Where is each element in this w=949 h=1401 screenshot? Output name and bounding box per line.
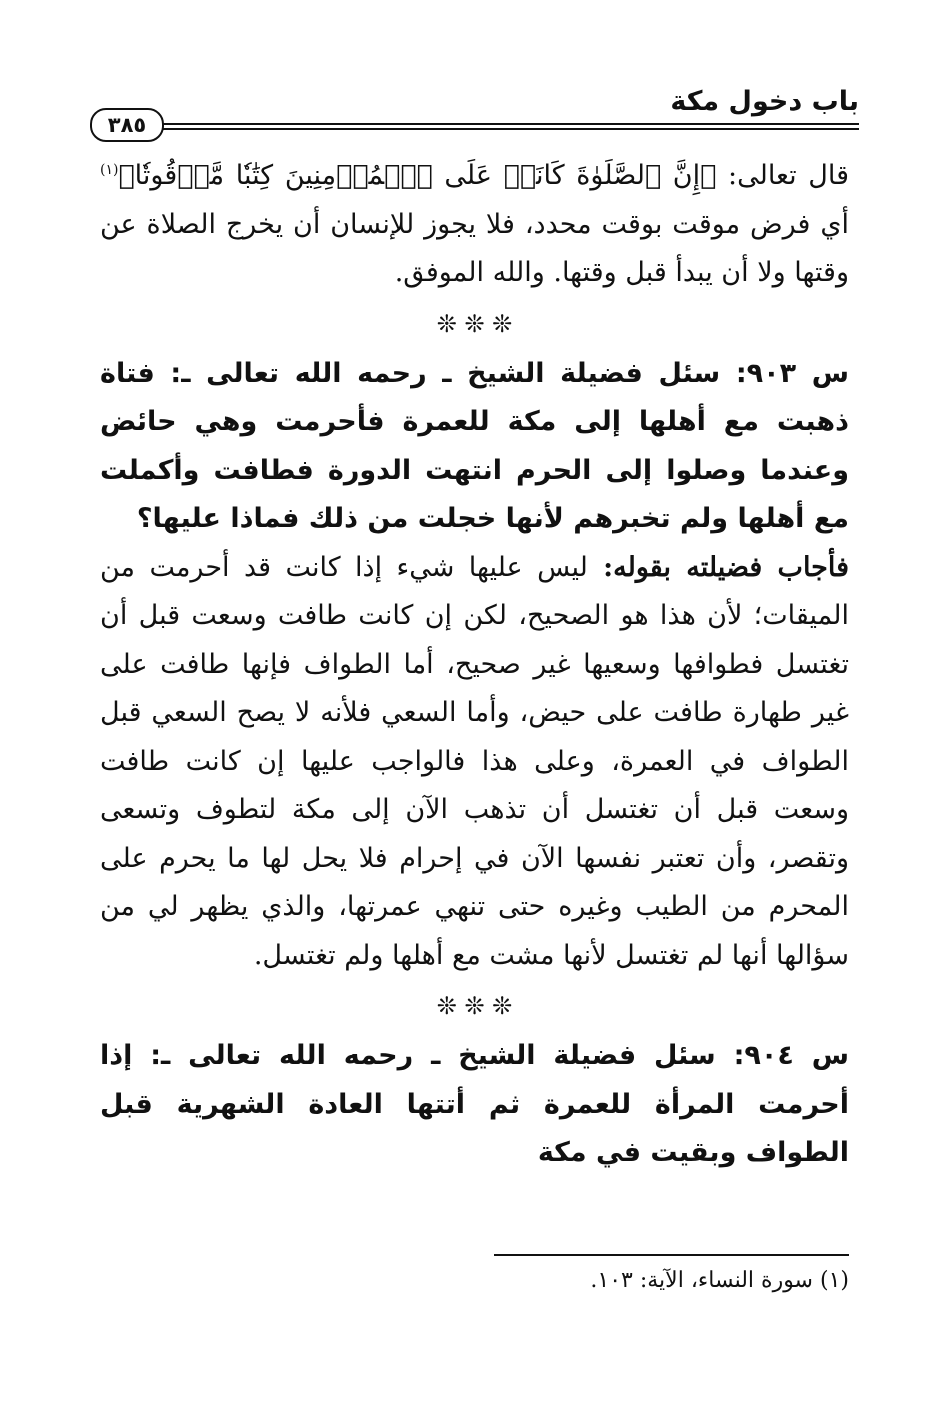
body-text <box>100 152 849 1178</box>
footnote-rule <box>494 1254 849 1256</box>
page-header <box>90 86 859 136</box>
header-rule <box>160 123 859 130</box>
answer-text: ليس عليها شيء إذا كانت قد أحرمت من الميقات؛ لأن هذا هو الصحيح، لكن إن كانت طافت وسعت قبل أن تغتسل فطوافها وسعيها غير صحيح، أما الطواف فإنها طافت على غير طهارة طافت على حيض، وأما السعي فلأنه لا يصح السعي قبل الطواف في العمرة، وعلى هذا فالواجب عليها إن كانت طافت وسعت قبل أن تغتسل أن تذهب الآن إلى مكة لتطوف وتسعى وتقصر، وأن تعتبر نفسها الآن في إحرام فلا يحل لها ما يحرم على المحرم من الطيب وغيره حتى تنهي عمرتها، والذي يظهر لي من سؤالها أنها لم تغتسل لأنها مشت مع أهلها ولم تغتسل. <box>100 551 849 971</box>
section-separator: ❊ ❊ ❊ <box>436 309 513 338</box>
paragraph-explanation: أي فرض موقت بوقت محدد، فلا يجوز للإنسان أن يخرج الصلاة عن وقتها ولا أن يبدأ قبل وقتها. والله الموفق. <box>100 208 849 288</box>
answer-903 <box>100 544 849 981</box>
chapter-title: باب دخول مكة <box>670 86 859 117</box>
page-number: ٣٨٥ <box>90 108 164 142</box>
question-904: س ٩٠٤: سئل فضيلة الشيخ ـ رحمه الله تعالى ـ: إذا أحرمت المرأة للعمرة ثم أتتها العادة الشهرية قبل الطواف وبقيت في مكة <box>100 1040 849 1168</box>
quran-verse: ﴿إِنَّ ٱلصَّلَوٰةَ كَانَتۡ عَلَى ٱلۡمُؤۡمِنِينَ كِتَٰبٗا مَّوۡقُوتٗا﴾ <box>118 160 717 191</box>
section-separator: ❊ ❊ ❊ <box>436 992 513 1020</box>
answer-label: فأجاب فضيلته بقوله: <box>587 551 850 583</box>
paragraph-verse <box>100 152 849 298</box>
footnote: (١) سورة النساء، الآية: ١٠٣. <box>590 1268 849 1293</box>
question-903: س ٩٠٣: سئل فضيلة الشيخ ـ رحمه الله تعالى ـ: فتاة ذهبت مع أهلها إلى مكة للعمرة فأحرمت وهي حائض وعندما وصلوا إلى الحرم انتهت الدورة فطافت وأكملت مع أهلها ولم تخبرهم لأنها خجلت من ذلك فماذا عليها؟ <box>100 357 849 534</box>
paragraph-intro: قال تعالى: <box>716 160 849 191</box>
footnote-ref: (١) <box>100 162 119 178</box>
